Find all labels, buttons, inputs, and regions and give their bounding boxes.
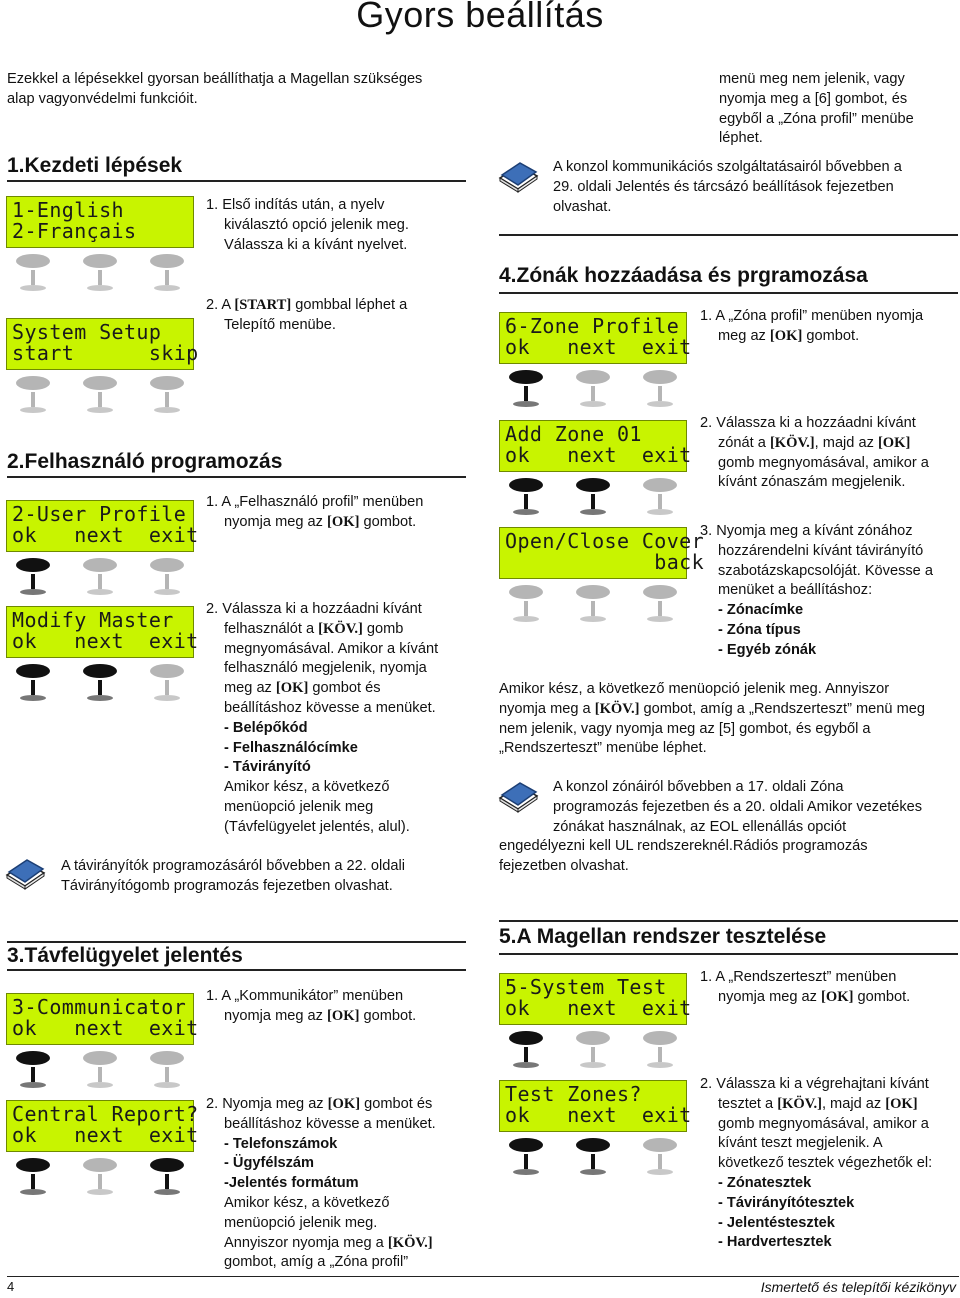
lcd-system-setup: System Setup start skip [6,318,194,418]
section-1-rule [7,180,466,182]
keypad-buttons-icon [6,661,194,705]
page-number: 4 [7,1279,15,1294]
s3-step2: 2. Nyomja meg az [OK] gombot és beállításhoz kövesse a menüket. - Telefonszámok - Ügyfélszám -Jelentés formátum Amikor kész, a következő menüopció jelenik meg. Annyiszor nyomja meg a [KÖV.] gombot, amíg a „Zóna profil” [206,1096,436,1271]
footer-rule [7,1276,959,1277]
s4-step3: 3. Nyomja meg a kívánt zónához hozzárendelni kívánt távirányító szabotázskapcsolóját. Kövesse a menüket a beállításhoz: - Zónacímke - Zóna típus - Egyéb zónák [700,523,933,658]
book-icon [4,855,46,891]
book-icon [497,158,539,194]
lcd-system-test: 5-System Test ok next exit [499,973,687,1073]
section-3-heading: 3.Távfelügyelet jelentés [7,944,243,967]
section-4-heading: 4.Zónák hozzáadása és prgramozása [499,264,868,287]
section-2-rule [7,476,466,478]
lcd-zone-profile: 6-Zone Profile ok next exit [499,312,687,412]
keypad-buttons-icon [6,555,194,599]
keypad-buttons-icon [499,582,687,626]
keypad-buttons-icon [499,1028,687,1072]
s3-step1: 1. A „Kommunikátor” menüben nyomja meg az [OK] gombot. [206,988,417,1024]
s2-step1: 1. A „Felhasználó profil” menüben nyomja meg az [OK] gombot. [206,494,424,530]
s4-step1: 1. A „Zóna profil” menüben nyomja meg az [OK] gombot. [700,308,924,344]
section-4-rule-top [499,234,958,236]
intro-text: Ezekkel a lépésekkel gyorsan beállíthatja a Magellan szükséges alap vagyonvédelmi funkcióit. [7,71,423,107]
s1-step2: 2. A [START] gombbal léphet a Telepítő menübe. [206,297,408,333]
section-5-rule-top [499,920,958,922]
keypad-buttons-icon [499,475,687,519]
section-1-heading: 1.Kezdeti lépések [7,154,183,177]
section-3-rule [7,941,466,943]
lcd-language: 1-English 2-Français [6,196,194,296]
lcd-open-close-cover: Open/Close Cover back [499,527,687,627]
s2-book-note: A távirányítók programozásáról bővebben a 22. oldali Távirányítógomb programozás fejezetben olvashat. [61,858,405,894]
lcd-central-report: Central Report? ok next exit [6,1100,194,1200]
keypad-buttons-icon [6,1048,194,1092]
lcd-user-profile: 2-User Profile ok next exit [6,500,194,600]
col2-continued-text: menü meg nem jelenik, vagy nyomja meg a [6] gombot, és egyből a „Zóna profil” menübe léphet. [719,71,914,147]
keypad-buttons-icon [6,251,194,295]
s1-step1: 1. Első indítás után, a nyelv kiválasztó opció jelenik meg. Válassza ki a kívánt nyelvet. [206,197,409,253]
section-3-rule-bottom [7,969,466,971]
lcd-test-zones: Test Zones? ok next exit [499,1080,687,1180]
document-title: Ismertető és telepítői kézikönyv [760,1279,956,1295]
section-5-heading: 5.A Magellan rendszer tesztelése [499,925,827,948]
s4-book-note: A konzol zónáiról bővebben a 17. oldali Zóna programozás fejezetben és a 20. oldali Amikor vezetékes zónákat használnak, az EOL ellenállás opciót engedélyezni kell UL rendszereknél.Rádiós programozás fejezetben olvashat. [499,779,923,875]
s2-step2: 2. Válassza ki a hozzáadni kívánt felhasználót a [KÖV.] gomb megnyomásával. Amikor a kívánt felhasználó megjelenik, nyomja meg az [OK] gombot és beállításhoz kövesse a menüket. - Belépőkód - Felhasználócímke - Távirányító Amikor kész, a következő menüopció jelenik meg (Távfelügyelet jelentés, alul). [206,601,439,835]
s4-paragraph: Amikor kész, a következő menüopció jelenik meg. Annyiszor nyomja meg a [KÖV.] gombot, amíg a „Rendszerteszt” menü meg nem jelenik, vagy nyomja meg az [5] gombot, és egyből a „Rendszerteszt” menübe léphet. [499,681,925,757]
col2-book-note: A konzol kommunikációs szolgáltatásairól bővebben a 29. oldali Jelentés és tárcsázó beállítások fejezetben olvashat. [553,159,902,215]
section-5-rule [499,953,958,955]
s5-step1: 1. A „Rendszerteszt” menüben nyomja meg az [OK] gombot. [700,969,911,1005]
keypad-buttons-icon [6,1155,194,1199]
lcd-modify-master: Modify Master ok next exit [6,606,194,706]
keypad-buttons-icon [6,373,194,417]
lcd-communicator: 3-Communicator ok next exit [6,993,194,1093]
lcd-add-zone: Add Zone 01 ok next exit [499,420,687,520]
keypad-buttons-icon [499,1135,687,1179]
page-title: Gyors beállítás [356,0,604,35]
section-4-rule [499,292,958,294]
s5-step2: 2. Válassza ki a végrehajtani kívánt tesztet a [KÖV.], majd az [OK] gomb megnyomásával, amikor a kívánt teszt megjelenik. A következő tesztek végezhetők el: - Zónatesztek - Távirányítótesztek - Jelentéstesztek - Hardvertesztek [700,1076,933,1251]
keypad-buttons-icon [499,367,687,411]
s4-step2: 2. Válassza ki a hozzáadni kívánt zónát a [KÖV.], majd az [OK] gomb megnyomásával, amikor a kívánt zónaszám megjelenik. [700,415,929,491]
section-2-heading: 2.Felhasználó programozás [7,450,283,473]
